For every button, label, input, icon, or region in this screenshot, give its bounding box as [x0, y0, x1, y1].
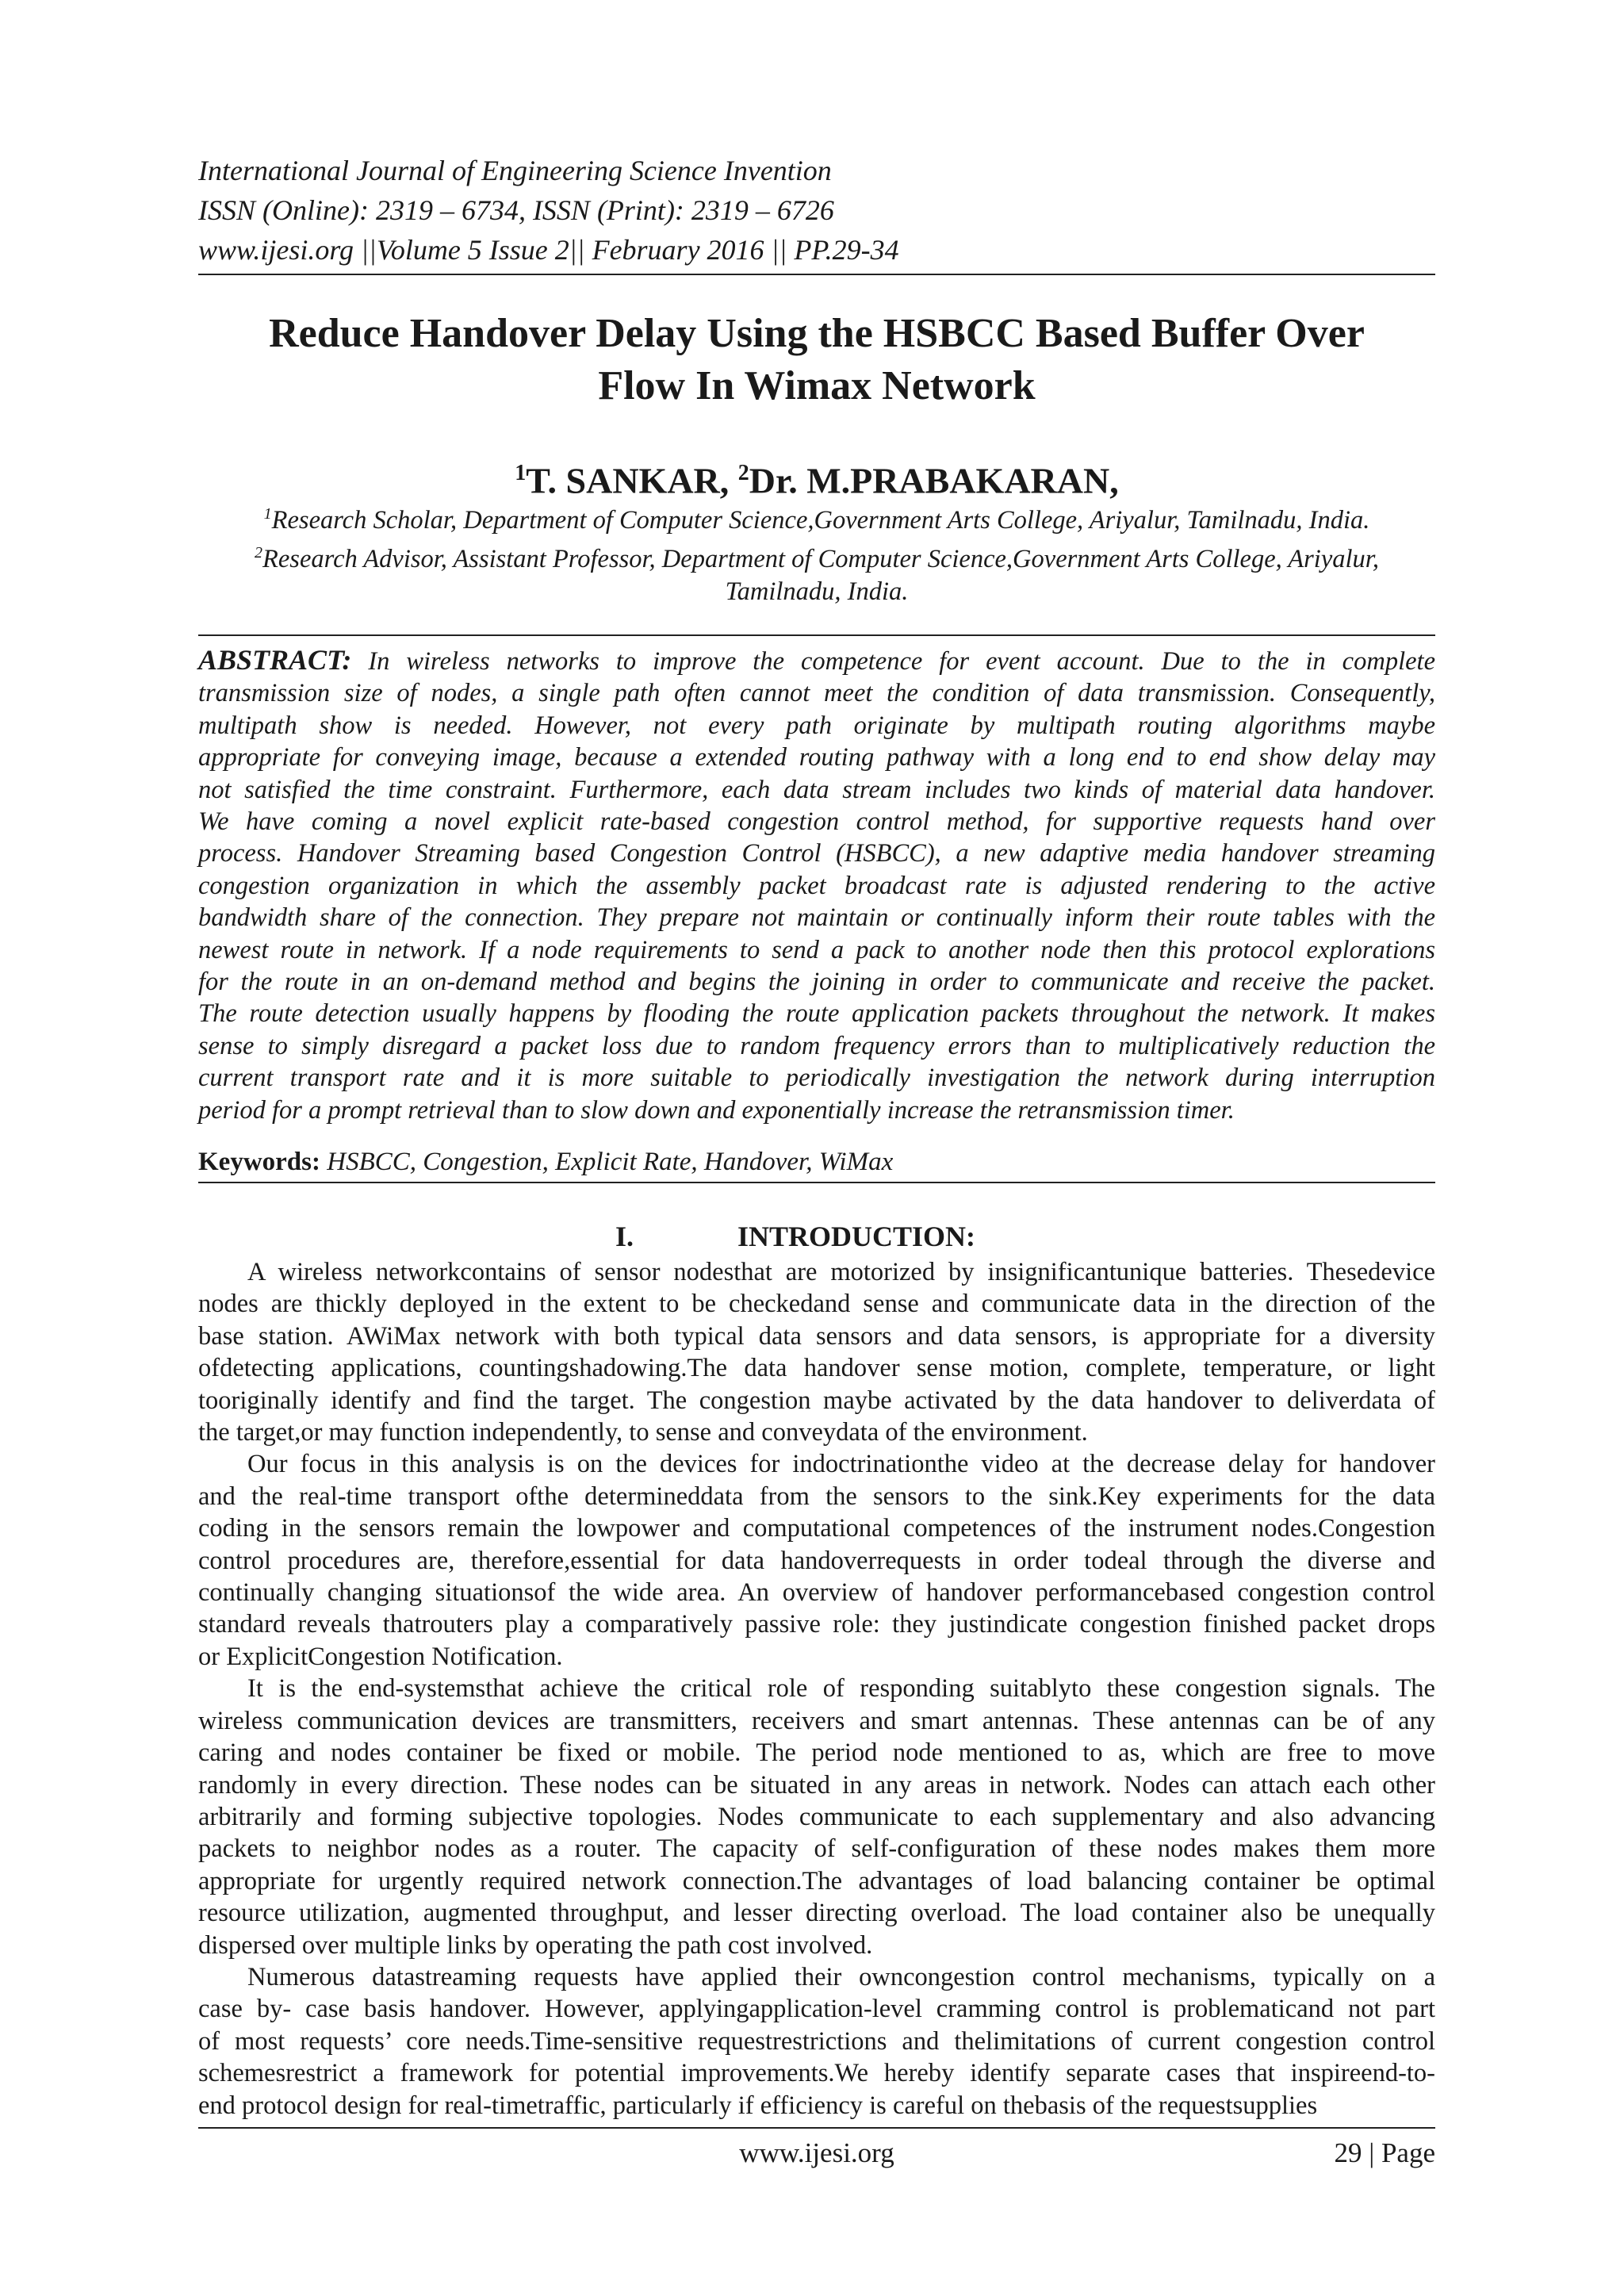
affiliation-2-marker: 2	[255, 543, 263, 562]
abstract-line: period for a prompt retrieval than to slow down and exponentially increase the retransmission timer.	[198, 1095, 1235, 1125]
journal-volume: www.ijesi.org ||Volume 5 Issue 2|| February 2016 || PP.29-34	[198, 234, 899, 266]
author-list	[198, 450, 1435, 504]
body-line: base station. AWiMax network with both typical data sensors and data sensors, is appropriate for a diversity	[198, 1321, 1435, 1351]
body-line: wireless communication devices are transmitters, receivers and smart antennas. These antennas can be of any	[198, 1706, 1435, 1735]
body-text	[198, 1256, 1435, 2122]
abstract-line: for the route in an on-demand method and begins the joining in order to communicate and receive the packet.	[198, 968, 1435, 997]
author-1-name: T. SANKAR,	[526, 460, 738, 501]
abstract-line: current transport rate and it is more suitable to periodically investigation the network during interruption	[198, 1064, 1435, 1093]
body-line: standard reveals thatrouters play a comparatively passive role: they justindicate congestion finished packet drops	[198, 1610, 1435, 1639]
title-line-2: Flow In Wimax Network	[598, 363, 1036, 408]
body-line: Numerous datastreaming requests have applied their owncongestion control mechanisms, typically on a	[247, 1962, 1435, 1991]
keywords-label: Keywords:	[198, 1148, 320, 1176]
body-line: nodes are thickly deployed in the extent to be checkedand sense and communicate data in the direction of the	[198, 1290, 1435, 1319]
abstract-line: sense to simply disregard a packet loss due to random frequency errors than to multiplicatively reduction the	[198, 1031, 1435, 1060]
abstract-line: We have coming a novel explicit rate-based congestion control method, for supportive requests hand over	[198, 807, 1435, 837]
section-title: INTRODUCTION:	[737, 1221, 976, 1252]
journal-name: International Journal of Engineering Science Invention	[198, 155, 832, 186]
body-line: ofdetecting applications, countingshadowing.The data handover sense motion, complete, temperature, or light	[198, 1354, 1435, 1383]
author-2-name: Dr. M.PRABAKARAN,	[749, 460, 1119, 501]
body-line: dispersed over multiple links by operating the path cost involved.	[198, 1930, 873, 1960]
abstract-line: appropriate for conveying image, because a extended routing pathway with a long end to end show delay may	[198, 743, 1435, 772]
body-line: packets to neighbor nodes as a router. The capacity of self-configuration of these nodes makes them more	[198, 1834, 1435, 1864]
abstract-line: multipath show is needed. However, not every path originate by multipath routing algorithms maybe	[198, 711, 1435, 740]
body-line: It is the end-systemsthat achieve the critical role of responding suitablyto these congestion signals. The	[247, 1674, 1435, 1704]
abstract-line: not satisfied the time constraint. Furthermore, each data stream includes two kinds of material data handover.	[198, 775, 1435, 804]
body-line: schemesrestrict a framework for potential improvements.We hereby identify separate cases that inspireend-to-	[198, 2059, 1435, 2088]
title-line-1: Reduce Handover Delay Using the HSBCC Based Buffer Over	[269, 311, 1365, 356]
affiliation-1-marker: 1	[263, 505, 272, 523]
body-line: coding in the sensors remain the lowpower and computational competences of the instrument nodes.Congestion	[198, 1514, 1435, 1543]
body-line: A wireless networkcontains of sensor nodesthat are motorized by insignificantunique batteries. Thesedevice	[247, 1258, 1435, 1286]
keywords-rule	[198, 1182, 1435, 1183]
paper-title	[198, 308, 1435, 412]
body-line: of most requests’ core needs.Time-sensitive requestrestrictions and thelimitations of current congestion control	[198, 2026, 1435, 2056]
keywords	[198, 1144, 1435, 1179]
body-line: case by- case basis handover. However, applyingapplication-level cramming control is problematicand not part	[198, 1995, 1435, 2024]
author-1-marker: 1	[515, 461, 527, 485]
body-line: tooriginally identify and find the target. The congestion maybe activated by the data handover to deliverdata of	[198, 1386, 1435, 1415]
abstract-line: process. Handover Streaming based Congestion Control (HSBCC), a new adaptive media handover streaming	[198, 839, 1435, 868]
body-line: the target,or may function independently, to sense and conveydata of the environment.	[198, 1418, 1088, 1447]
affiliation-2-text: Research Advisor, Assistant Professor, Department of Computer Science,Government Arts College, Ariyalur,	[262, 544, 1379, 573]
abstract-text: In wireless networks to improve the competence for event account. Due to the in complete	[351, 647, 1435, 676]
header-rule	[198, 274, 1435, 275]
author-2-marker: 2	[737, 461, 749, 485]
abstract-line: newest route in network. If a node requirements to send a pack to another node then this protocol explorations	[198, 935, 1435, 964]
journal-header	[198, 151, 1435, 270]
abstract-line	[198, 644, 1435, 677]
abstract-line: bandwidth share of the connection. They prepare not maintain or continually inform their route tables with the	[198, 903, 1435, 933]
body-line: control procedures are, therefore,essential for data handoverrequests in order todeal through the diverse and	[198, 1546, 1435, 1575]
body-line: randomly in every direction. These nodes can be situated in any areas in network. Nodes can attach each other	[198, 1770, 1435, 1800]
abstract-line: transmission size of nodes, a single path often cannot meet the condition of data transmission. Consequently,	[198, 679, 1435, 708]
body-line: or ExplicitCongestion Notification.	[198, 1642, 563, 1671]
body-line: end protocol design for real-timetraffic, particularly if efficiency is careful on thebasis of the requestsupplies	[198, 2091, 1318, 2120]
body-line: arbitrarily and forming subjective topologies. Nodes communicate to each supplementary and also advancing	[198, 1802, 1435, 1831]
body-line: Our focus in this analysis is on the devices for indoctrinationthe video at the decrease delay for handover	[247, 1450, 1435, 1479]
body-line: resource utilization, augmented throughput, and lesser directing overload. The load container also be unequally	[198, 1899, 1435, 1928]
affiliation-1	[198, 498, 1435, 537]
abstract-line: congestion organization in which the assembly packet broadcast rate is adjusted rendering to the active	[198, 871, 1435, 900]
abstract-heading: ABSTRACT:	[198, 644, 352, 676]
affiliation-2-cont: Tamilnadu, India.	[725, 577, 909, 606]
section-number: I.	[615, 1221, 634, 1252]
journal-issn: ISSN (Online): 2319 – 6734, ISSN (Print): 2319 – 6726	[198, 194, 834, 226]
body-line: and the real-time transport ofthe determineddata from the sensors to the sink.Key experiments for the data	[198, 1481, 1435, 1511]
footer-site: www.ijesi.org	[739, 2137, 894, 2168]
abstract-line: The route detection usually happens by flooding the route application packets throughout the network. It makes	[198, 999, 1435, 1029]
affiliation-2	[198, 537, 1435, 576]
affiliations	[198, 498, 1435, 608]
footer-rule	[198, 2127, 1435, 2129]
body-line: appropriate for urgently required network connection.The advantages of load balancing container be optimal	[198, 1866, 1435, 1895]
body-line: continually changing situationsof the wide area. An overview of handover performancebased congestion control	[198, 1578, 1435, 1608]
affiliation-1-text: Research Scholar, Department of Computer Science,Government Arts College, Ariyalur, Tamilnadu, India.	[271, 505, 1370, 535]
abstract-top-rule	[198, 634, 1435, 636]
body-line: caring and nodes container be fixed or mobile. The period node mentioned to as, which are free to move	[198, 1738, 1435, 1768]
keywords-text: HSBCC, Congestion, Explicit Rate, Handover, WiMax	[320, 1148, 894, 1176]
abstract	[198, 644, 1435, 1126]
page-number: 29 | Page	[1334, 2137, 1435, 2168]
